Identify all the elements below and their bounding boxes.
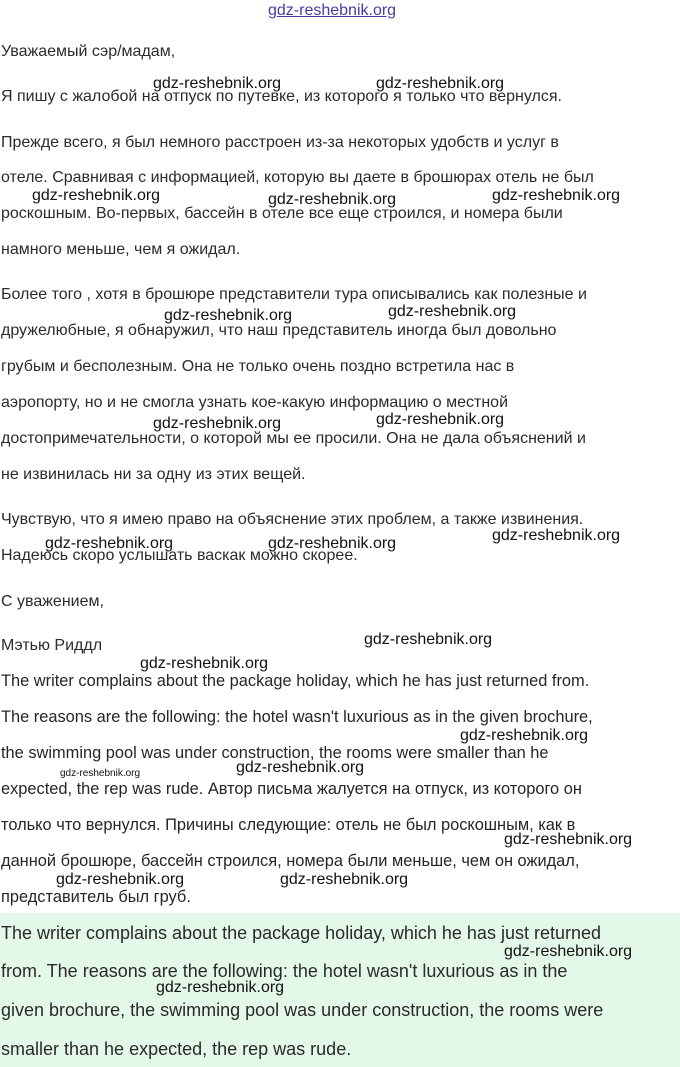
summary-line: только что вернулся. Причины следующие: отель не был роскошным, как в — [1, 816, 576, 834]
letter-signature: Мэтью Риддл — [1, 637, 103, 654]
watermark: gdz-reshebnik.org — [504, 831, 633, 848]
watermark: gdz-reshebnik.org — [364, 631, 493, 648]
letter-paragraph-3-line: аэропорту, но и не смогла узнать кое-какую информацию о местной — [1, 394, 508, 411]
site-watermark-link[interactable]: gdz-reshebnik.org — [268, 2, 397, 19]
summary-line: представитель был груб. — [1, 888, 191, 906]
watermark: gdz-reshebnik.org — [236, 759, 365, 776]
watermark: gdz-reshebnik.org — [268, 535, 397, 552]
letter-paragraph-2-line: роскошным. Во-первых, бассейн в отеле все еще строился, и номера были — [1, 205, 563, 222]
watermark: gdz-reshebnik.org — [504, 943, 633, 960]
watermark: gdz-reshebnik.org — [140, 655, 269, 672]
letter-paragraph-2-line: намного меньше, чем я ожидал. — [1, 241, 241, 258]
letter-paragraph-3-line: дружелюбные, я обнаружил, что наш представитель иногда был довольно — [1, 322, 557, 339]
letter-paragraph-3-line: Более того , хотя в брошюре представители тура описывались как полезные и — [1, 286, 587, 303]
summary-line: данной брошюре, бассейн строился, номера были меньше, чем он ожидал, — [1, 852, 580, 870]
letter-paragraph-2-line: Прежде всего, я был немного расстроен из-за некоторых удобств и услуг в — [1, 134, 559, 151]
highlighted-answer-line: given brochure, the swimming pool was under construction, the rooms were — [1, 1000, 604, 1020]
highlighted-answer-line: The writer complains about the package holiday, which he has just returned — [1, 923, 602, 943]
watermark: gdz-reshebnik.org — [388, 303, 517, 320]
watermark: gdz-reshebnik.org — [156, 979, 285, 996]
letter-closing: С уважением, — [1, 593, 104, 610]
watermark: gdz-reshebnik.org — [164, 307, 293, 324]
letter-paragraph-3-line: достопримечательности, о которой мы ее просили. Она не дала объяснений и — [1, 430, 586, 447]
summary-line: the swimming pool was under construction, the rooms were smaller than he — [1, 744, 549, 762]
watermark: gdz-reshebnik.org — [153, 415, 282, 432]
letter-paragraph-4-line: Чувствую, что я имею право на объяснение этих проблем, а также извинения. — [1, 511, 584, 528]
watermark: gdz-reshebnik.org — [460, 727, 589, 744]
highlighted-answer-line: smaller than he expected, the rep was rude. — [1, 1039, 352, 1059]
watermark: gdz-reshebnik.org — [492, 187, 621, 204]
letter-paragraph-1: Я пишу с жалобой на отпуск по путевке, из которого я только что вернулся. — [1, 88, 562, 105]
watermark: gdz-reshebnik.org — [280, 871, 409, 888]
summary-line: expected, the rep was rude. Автор письма жалуется на отпуск, из которого он — [1, 780, 582, 798]
watermark: gdz-reshebnik.org — [45, 535, 174, 552]
watermark: gdz-reshebnik.org — [32, 187, 161, 204]
letter-paragraph-3-line: грубым и бесполезным. Она не только очень поздно встретила нас в — [1, 358, 515, 375]
watermark: gdz-reshebnik.org — [153, 75, 282, 92]
highlighted-answer-line: from. The reasons are the following: the hotel wasn't luxurious as in the — [1, 961, 568, 981]
watermark: gdz-reshebnik.org — [268, 191, 397, 208]
watermark: gdz-reshebnik.org — [60, 768, 141, 779]
watermark: gdz-reshebnik.org — [376, 411, 505, 428]
watermark: gdz-reshebnik.org — [376, 75, 505, 92]
letter-paragraph-4-line: Надеюсь скоро услышать васкак можно скорее. — [1, 547, 358, 564]
summary-line: The writer complains about the package holiday, which he has just returned from. — [1, 672, 590, 690]
letter-paragraph-2-line: отеле. Сравнивая с информацией, которую вы даете в брошюрах отель не был — [1, 169, 594, 186]
letter-greeting: Уважаемый сэр/мадам, — [1, 43, 176, 60]
letter-paragraph-3-line: не извинилась ни за одну из этих вещей. — [1, 466, 306, 483]
summary-line: The reasons are the following: the hotel wasn't luxurious as in the given brochure, — [1, 708, 593, 726]
watermark: gdz-reshebnik.org — [492, 527, 621, 544]
watermark: gdz-reshebnik.org — [56, 871, 185, 888]
